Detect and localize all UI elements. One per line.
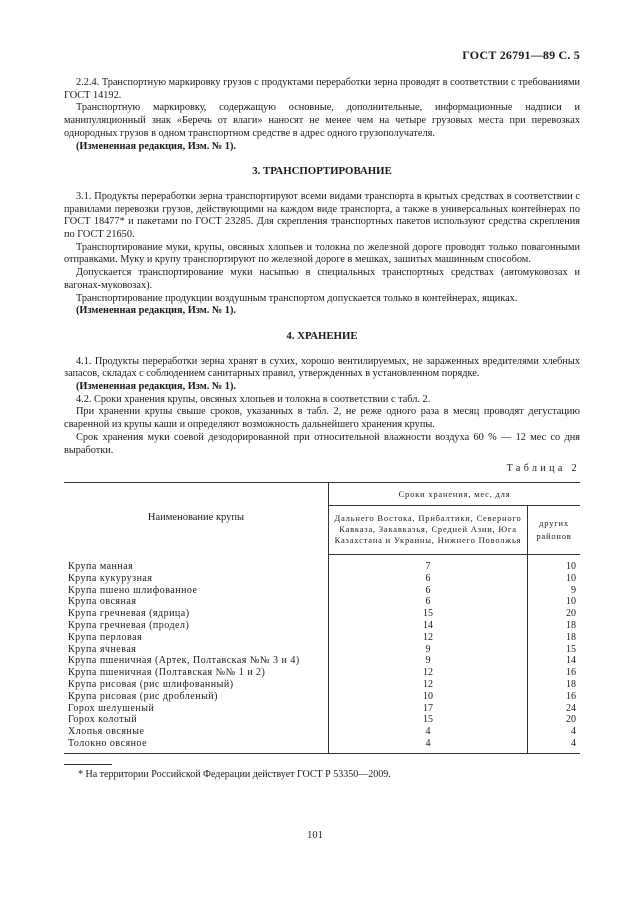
- cell-value-regions-2: 20: [566, 608, 576, 620]
- col-header-group: Сроки хранения, мес, для: [329, 482, 581, 505]
- cell-value-regions-2: 9: [571, 584, 576, 596]
- paragraph-4-2: 4.2. Сроки хранения крупы, овсяных хлопьев и толокна в соответствии с табл. 2.: [76, 393, 431, 405]
- cell-value-regions-1: 7: [329, 554, 528, 572]
- table-row: [64, 738, 580, 753]
- table-row: [64, 714, 580, 726]
- cell-name: Крупа рисовая (рис шлифованный): [64, 679, 329, 691]
- cell-name: Горох колотый: [64, 714, 329, 726]
- paragraph-tasting: При хранении крупы свыше сроков, указанных в табл. 2, не реже одного раза в месяц проводят дегустацию сваренной из крупы каши и определяют возможность дальнейшего хранения крупы.: [64, 406, 580, 431]
- storage-table: [64, 482, 580, 754]
- cell-name: Крупа пшеничная (Артек, Полтавская №№ 3 и 4): [64, 655, 329, 667]
- cell-name: Крупа пшено шлифованное: [64, 585, 329, 597]
- revision-note: (Измененная редакция, Изм. № 1).: [76, 305, 236, 317]
- paragraph-rail-transport: Транспортирование муки, крупы, овсяных хлопьев и толокна по железной дороге проводят только повагонными отправками. Муку и крупу транспортируют по железной дороге в мешках, зашитых машинным способом.: [64, 241, 580, 266]
- cell-value-regions-2: 16: [566, 667, 576, 679]
- table-row: [64, 620, 580, 632]
- revision-note: (Измененная редакция, Изм. № 1).: [76, 140, 236, 152]
- table-row: [64, 554, 580, 572]
- table-row: [64, 644, 580, 656]
- cell-value-regions-2: 4: [571, 737, 576, 749]
- cell-value-regions-2: 4: [571, 726, 576, 738]
- paragraph-2-2-4: 2.2.4. Транспортную маркировку грузов с продуктами переработки зерна проводят в соответствии с требованиями ГОСТ 14192.: [64, 77, 580, 101]
- cell-value-regions-1: 10: [329, 691, 528, 703]
- cell-value-regions-1: 6: [329, 596, 528, 608]
- table-row: [64, 655, 580, 667]
- cell-name: Крупа гречневая (продел): [64, 620, 329, 632]
- paragraph-bulk-transport: Допускается транспортирование муки насыпью в специальных транспортных средствах (автомуковозах и вагонах-муковозах).: [64, 267, 580, 291]
- col-header-name: Наименование крупы: [64, 482, 329, 554]
- page-number: 101: [307, 830, 323, 841]
- cell-value-regions-2: 20: [566, 714, 576, 726]
- table-row: [64, 703, 580, 715]
- footnote: * На территории Российской Федерации действует ГОСТ Р 53350—2009.: [78, 768, 391, 780]
- table-row: [64, 632, 580, 644]
- cell-name: Крупа кукурузная: [64, 573, 329, 585]
- table-row: [64, 726, 580, 738]
- paragraph-soy-flour: Срок хранения муки соевой дезодорированной при относительной влажности воздуха 60 % — 12 мес со дня выработки.: [64, 431, 580, 456]
- paragraph-3-1: 3.1. Продукты переработки зерна транспортируют всеми видами транспорта в крытых средствах в соответствии с правилами перевозки грузов, действующими на каждом виде транспорта, а также в универсальных контейнерах по ГОСТ 18477* и пакетами по ГОСТ 23285. Для скрепления транспортных пакетов используют средства скрепления по ГОСТ 21650.: [64, 190, 580, 241]
- paragraph-marking: Транспортную маркировку, содержащую основные, дополнительные, информационные надписи и манипуляционный знак «Беречь от влаги» наносят не менее чем на четыре грузовых места при перевозках однородных грузов в одном транспортном средстве в адрес одного грузополучателя.: [64, 102, 580, 139]
- document-body: [64, 77, 580, 781]
- cell-value-regions-2: 14: [566, 655, 576, 667]
- paragraph-air-transport: Транспортирование продукции воздушным транспортом допускается только в контейнерах, ящиках.: [76, 292, 518, 304]
- cell-name: Крупа манная: [64, 554, 329, 572]
- page-header-title: ГОСТ 26791—89 С. 5: [462, 48, 580, 62]
- cell-value-regions-1: 12: [329, 667, 528, 679]
- section-3-title: 3. ТРАНСПОРТИРОВАНИЕ: [252, 165, 392, 178]
- table-row: [64, 573, 580, 585]
- cell-value-regions-2: 18: [566, 619, 576, 631]
- cell-name: Крупа перловая: [64, 632, 329, 644]
- cell-name: Крупа гречневая (ядрица): [64, 608, 329, 620]
- table-body: [64, 554, 580, 753]
- cell-value-regions-1: 6: [329, 573, 528, 585]
- cell-name: Крупа пшеничная (Полтавская №№ 1 и 2): [64, 667, 329, 679]
- cell-value-regions-1: 6: [329, 585, 528, 597]
- cell-value-regions-2: 24: [566, 702, 576, 714]
- cell-value-regions-2: 15: [566, 643, 576, 655]
- cell-name: Крупа овсяная: [64, 596, 329, 608]
- cell-value-regions-2: 10: [566, 572, 576, 584]
- cell-value-regions-1: 14: [329, 620, 528, 632]
- cell-value-regions-1: 12: [329, 632, 528, 644]
- revision-note: (Измененная редакция, Изм. № 1).: [76, 381, 236, 393]
- cell-name: Горох шелушеный: [64, 703, 329, 715]
- cell-value-regions-1: 15: [329, 608, 528, 620]
- cell-value-regions-1: 9: [329, 655, 528, 667]
- paragraph-4-1: 4.1. Продукты переработки зерна хранят в сухих, хорошо вентилируемых, не зараженных вредителями хлебных запасов, складах с соблюдением санитарных правил, утвержденных в установленном порядке.: [64, 355, 580, 380]
- cell-value-regions-1: 4: [329, 738, 528, 753]
- cell-value-regions-2: 10: [566, 596, 576, 608]
- cell-value-regions-1: 12: [329, 679, 528, 691]
- table-caption: Таблица 2: [506, 463, 580, 475]
- table-row: [64, 585, 580, 597]
- table-row: [64, 667, 580, 679]
- cell-value-regions-1: 17: [329, 703, 528, 715]
- section-4-title: 4. ХРАНЕНИЕ: [286, 329, 358, 342]
- cell-value-regions-2: 18: [566, 631, 576, 643]
- cell-value-regions-2: 16: [566, 690, 576, 702]
- cell-value-regions-1: 9: [329, 644, 528, 656]
- col-header-regions-1: Дальнего Востока, Прибалтики, Северного Кавказа, Закавказья, Средней Азии, Юга Казахстана и Украины, Нижнего Поволжья: [329, 505, 528, 554]
- col-header-regions-2: других районов: [527, 505, 580, 554]
- cell-value-regions-2: 10: [566, 560, 576, 572]
- cell-value-regions-1: 4: [329, 726, 528, 738]
- cell-name: Хлопья овсяные: [64, 726, 329, 738]
- cell-value-regions-1: 15: [329, 714, 528, 726]
- table-row: [64, 608, 580, 620]
- table-row: [64, 691, 580, 703]
- cell-name: Крупа ячневая: [64, 644, 329, 656]
- cell-name: Крупа рисовая (рис дробленый): [64, 691, 329, 703]
- table-row: [64, 679, 580, 691]
- table-row: [64, 596, 580, 608]
- cell-name: Толокно овсяное: [64, 738, 329, 753]
- footnote-divider: [64, 764, 112, 765]
- cell-value-regions-2: 18: [566, 678, 576, 690]
